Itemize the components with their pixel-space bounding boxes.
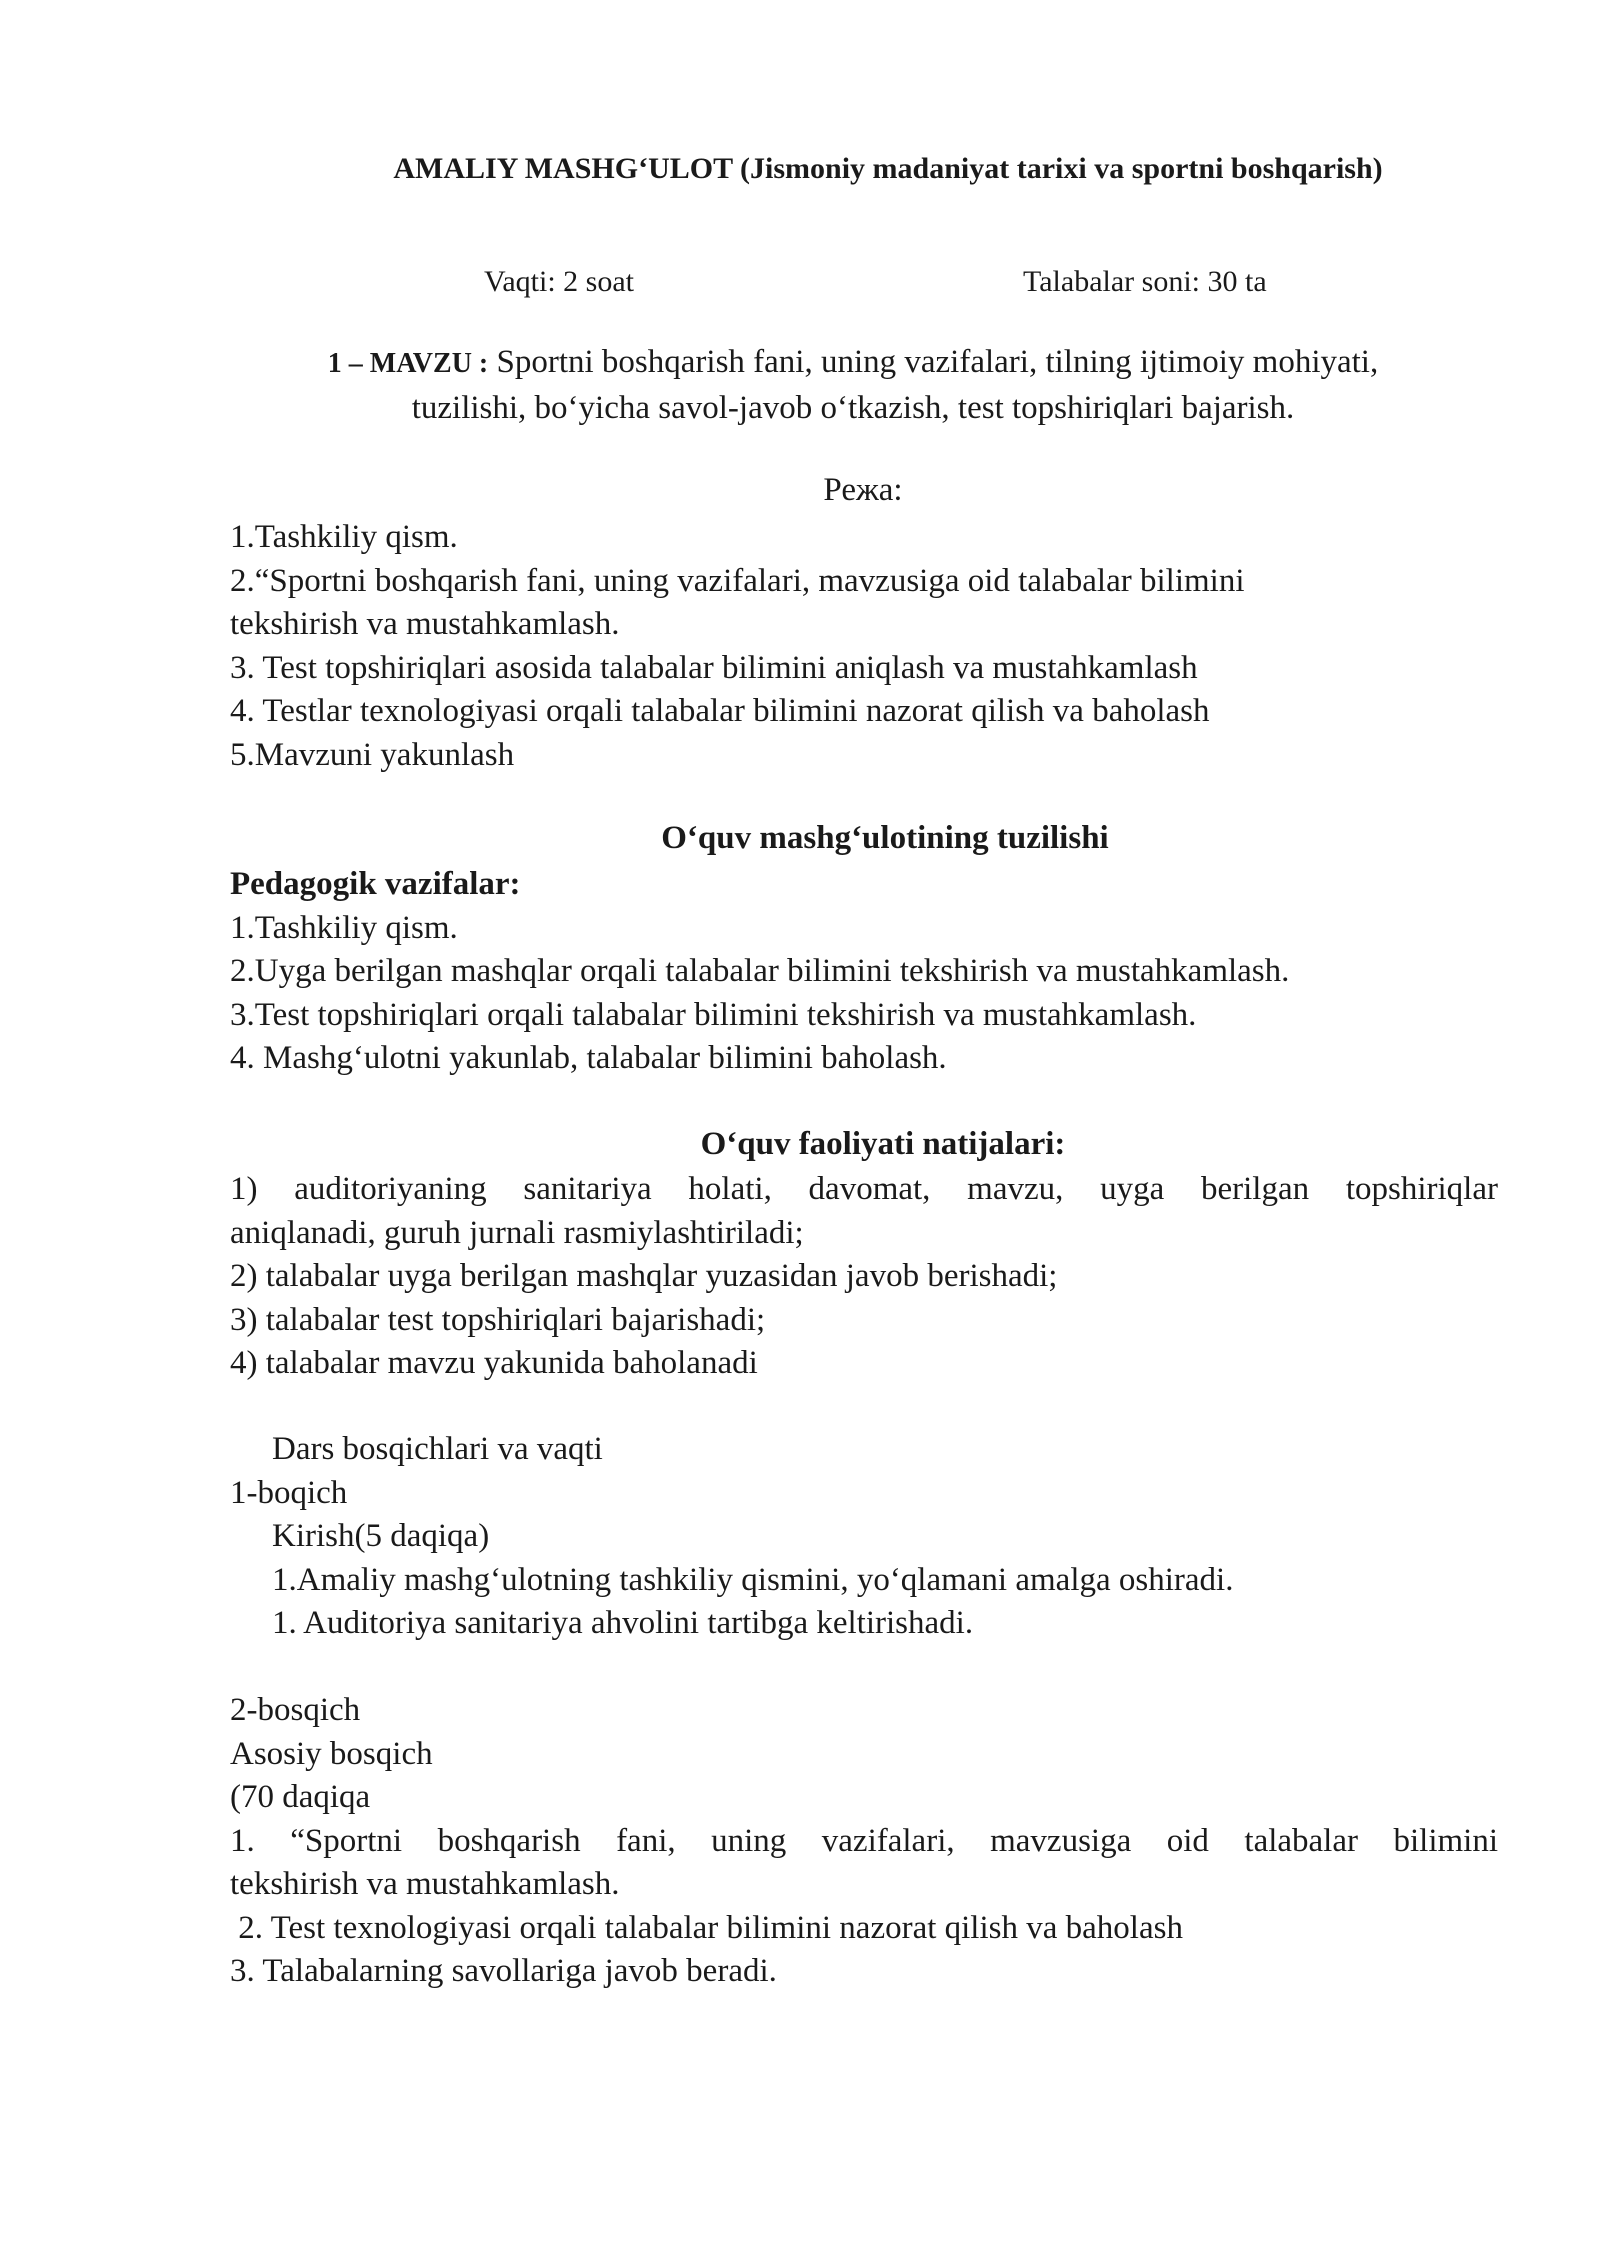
students-info: Talabalar soni: 30 ta xyxy=(1023,265,1267,298)
results-item: 2) talabalar uyga berilgan mashqlar yuzasidan javob berishadi; xyxy=(230,1258,1058,1294)
structure-item: 4. Mashg‘ulotni yakunlab, talabalar bilimini baholash. xyxy=(230,1040,947,1076)
results-heading: O‘quv faoliyati natijalari: xyxy=(700,1126,1066,1162)
stage-1-title: Kirish(5 daqiqa) xyxy=(272,1518,490,1554)
results-item: 4) talabalar mavzu yakunida baholanadi xyxy=(230,1345,758,1381)
plan-item: 1.Tashkiliy qism. xyxy=(230,519,458,555)
document-title: AMALIY MASHG‘ULOT (Jismoniy madaniyat tarixi va sportni boshqarish) xyxy=(393,152,1383,185)
pedagogical-tasks-heading: Pedagogik vazifalar: xyxy=(230,866,521,902)
stage-2-title: Asosiy bosqich xyxy=(230,1735,433,1772)
topic-line-2: tuzilishi, bo‘yicha savol-javob o‘tkazish, test topshiriqlari bajarish. xyxy=(411,390,1295,426)
structure-item: 3.Test topshiriqlari orqali talabalar bilimini tekshirish va mustahkamlash. xyxy=(230,996,1197,1033)
structure-heading: O‘quv mashg‘ulotining tuzilishi xyxy=(661,820,1109,856)
stage-2-label: 2-bosqich xyxy=(230,1692,361,1728)
plan-item: 2.“Sportni boshqarish fani, uning vazifalari, mavzusiga oid talabalar bilimini xyxy=(230,562,1245,599)
results-item: 3) talabalar test topshiriqlari bajarishadi; xyxy=(230,1301,766,1338)
stages-heading: Dars bosqichlari va vaqti xyxy=(272,1431,603,1467)
stage-1-label: 1-boqich xyxy=(230,1474,348,1511)
plan-item: tekshirish va mustahkamlash. xyxy=(230,606,620,642)
structure-list xyxy=(230,863,1498,1081)
plan-item: 4. Testlar texnologiyasi orqali talabalar bilimini nazorat qilish va baholash xyxy=(230,693,1210,729)
results-item: 1) auditoriyaning sanitariya holati, davomat, mavzu, uyga berilgan topshiriqlar xyxy=(230,1171,1498,1207)
topic-block xyxy=(228,340,1478,430)
stage-2-duration: (70 daqiqa xyxy=(230,1779,371,1815)
plan-heading: Режа: xyxy=(823,472,903,508)
structure-item: 2.Uyga berilgan mashqlar orqali talabalar bilimini tekshirish va mustahkamlash. xyxy=(230,953,1290,989)
stage-2-item: 3. Talabalarning savollariga javob beradi. xyxy=(230,1953,777,1989)
plan-item: 5.Mavzuni yakunlash xyxy=(230,736,515,773)
stage-1-item: 1.Amaliy mashg‘ulotning tashkiliy qismini, yo‘qlamani amalga oshiradi. xyxy=(272,1561,1234,1598)
results-list xyxy=(230,1168,1498,1386)
stage-1-item: 1. Auditoriya sanitariya ahvolini tartibga keltirishadi. xyxy=(272,1605,974,1641)
time-info: Vaqti: 2 soat xyxy=(484,265,634,298)
results-item: aniqlanadi, guruh jurnali rasmiylashtiriladi; xyxy=(230,1214,804,1251)
topic-label: 1 – MAVZU : xyxy=(327,348,489,379)
plan-item: 3. Test topshiriqlari asosida talabalar bilimini aniqlash va mustahkamlash xyxy=(230,649,1198,686)
plan-list xyxy=(230,516,1498,777)
stages-section xyxy=(230,1428,1498,1994)
topic-line-1: Sportni boshqarish fani, uning vazifalari, tilning ijtimoiy mohiyati, xyxy=(488,344,1379,380)
spacer xyxy=(230,1646,1498,1690)
stage-2-item: tekshirish va mustahkamlash. xyxy=(230,1866,620,1902)
structure-item: 1.Tashkiliy qism. xyxy=(230,909,458,946)
stage-2-item: 1. “Sportni boshqarish fani, uning vazifalari, mavzusiga oid talabalar bilimini xyxy=(230,1822,1498,1859)
stage-2-item: 2. Test texnologiyasi orqali talabalar bilimini nazorat qilish va baholash xyxy=(230,1909,1183,1946)
